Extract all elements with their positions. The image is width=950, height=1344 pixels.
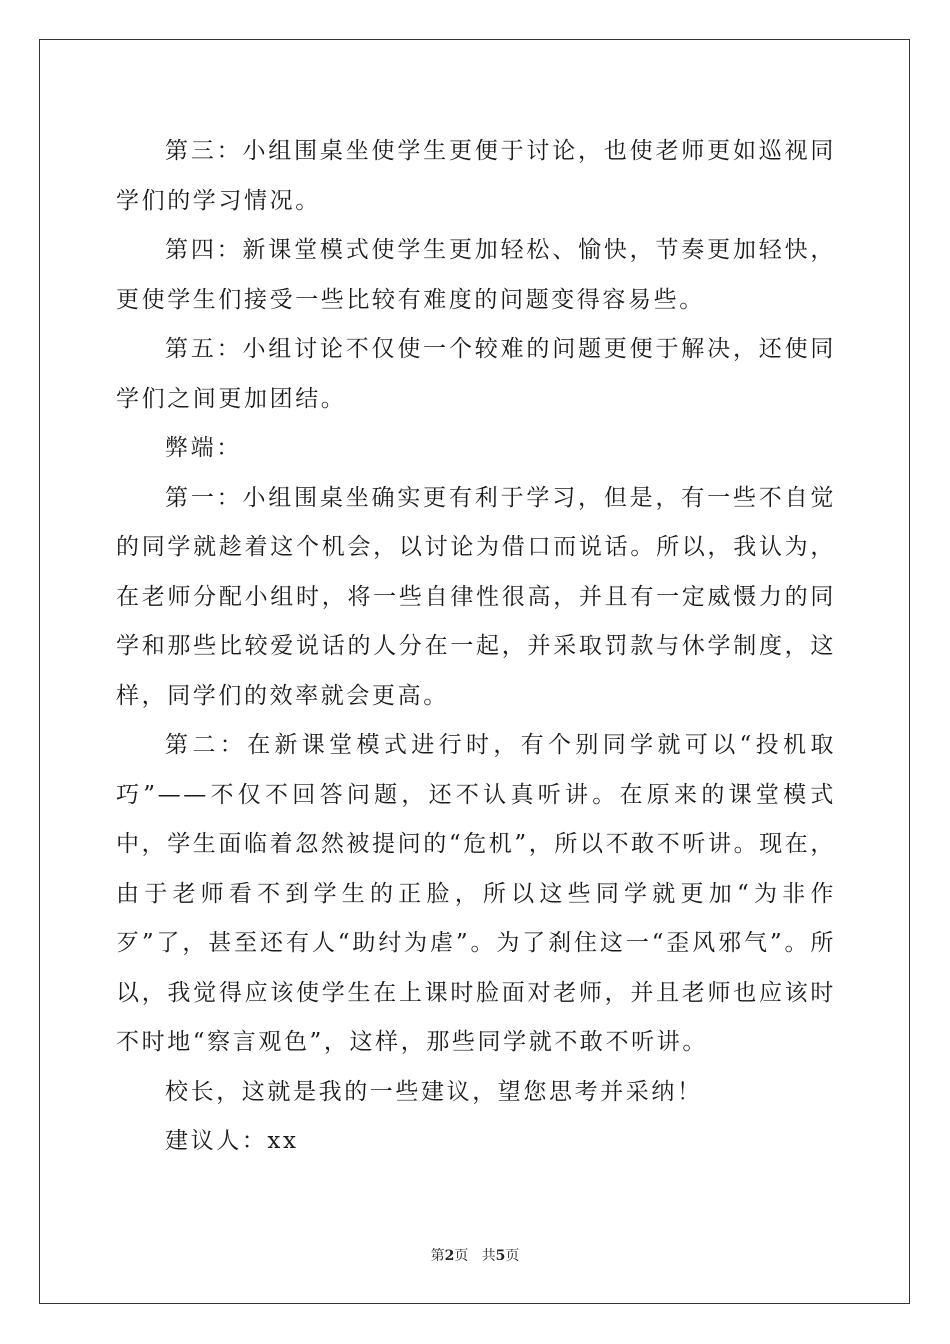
paragraph-point-four: 第四：新课堂模式使学生更加轻松、愉快，节奏更加轻快，更使学生们接受一些比较有难度的问题变得容易些。 [116, 237, 836, 313]
total-page-count: 5 [495, 1248, 506, 1264]
paragraph-drawback-one: 第一：小组围桌坐确实更有利于学习，但是，有一些不自觉的同学就趁着这个机会，以讨论为借口而说话。所以，我认为，在老师分配小组时，将一些自律性很高，并且有一定威慑力的同学和那些比较爱说话的人分在一起，并采取罚款与休学制度，这样，同学们的效率就会更高。 [116, 484, 836, 709]
document-body [116, 127, 836, 1167]
paragraph-closing: 校长，这就是我的一些建议，望您思考并采纳！ [165, 1078, 703, 1105]
page-footer [0, 1245, 950, 1265]
section-heading-drawbacks: 弊端： [165, 435, 242, 461]
page-suffix: 页 [454, 1248, 469, 1264]
total-suffix: 页 [505, 1248, 520, 1264]
current-page-number: 2 [444, 1248, 455, 1264]
paragraph-drawback-two: 第二：在新课堂模式进行时，有个别同学就可以“投机取巧”——不仅不回答问题，还不认真听讲。在原来的课堂模式中，学生面临着忽然被提问的“危机”，所以不敢不听讲。现在，由于老师看不到学生的正脸，所以这些同学就更加“为非作歹”了，甚至还有人“助纣为虐”。为了刹住这一“歪风邪气”。所以，我觉得应该使学生在上课时脸面对老师，并且老师也应该时不时地“察言观色”，这样，那些同学就不敢不听讲。 [116, 732, 836, 1055]
total-prefix: 共 [481, 1248, 496, 1264]
signature-line: 建议人：xx [165, 1128, 299, 1154]
paragraph-point-five: 第五：小组讨论不仅使一个较难的问题更便于解决，还使同学们之间更加团结。 [116, 336, 836, 412]
paragraph-point-three: 第三：小组围桌坐使学生更便于讨论，也使老师更如巡视同学们的学习情况。 [116, 138, 836, 214]
page-prefix: 第 [430, 1248, 445, 1264]
